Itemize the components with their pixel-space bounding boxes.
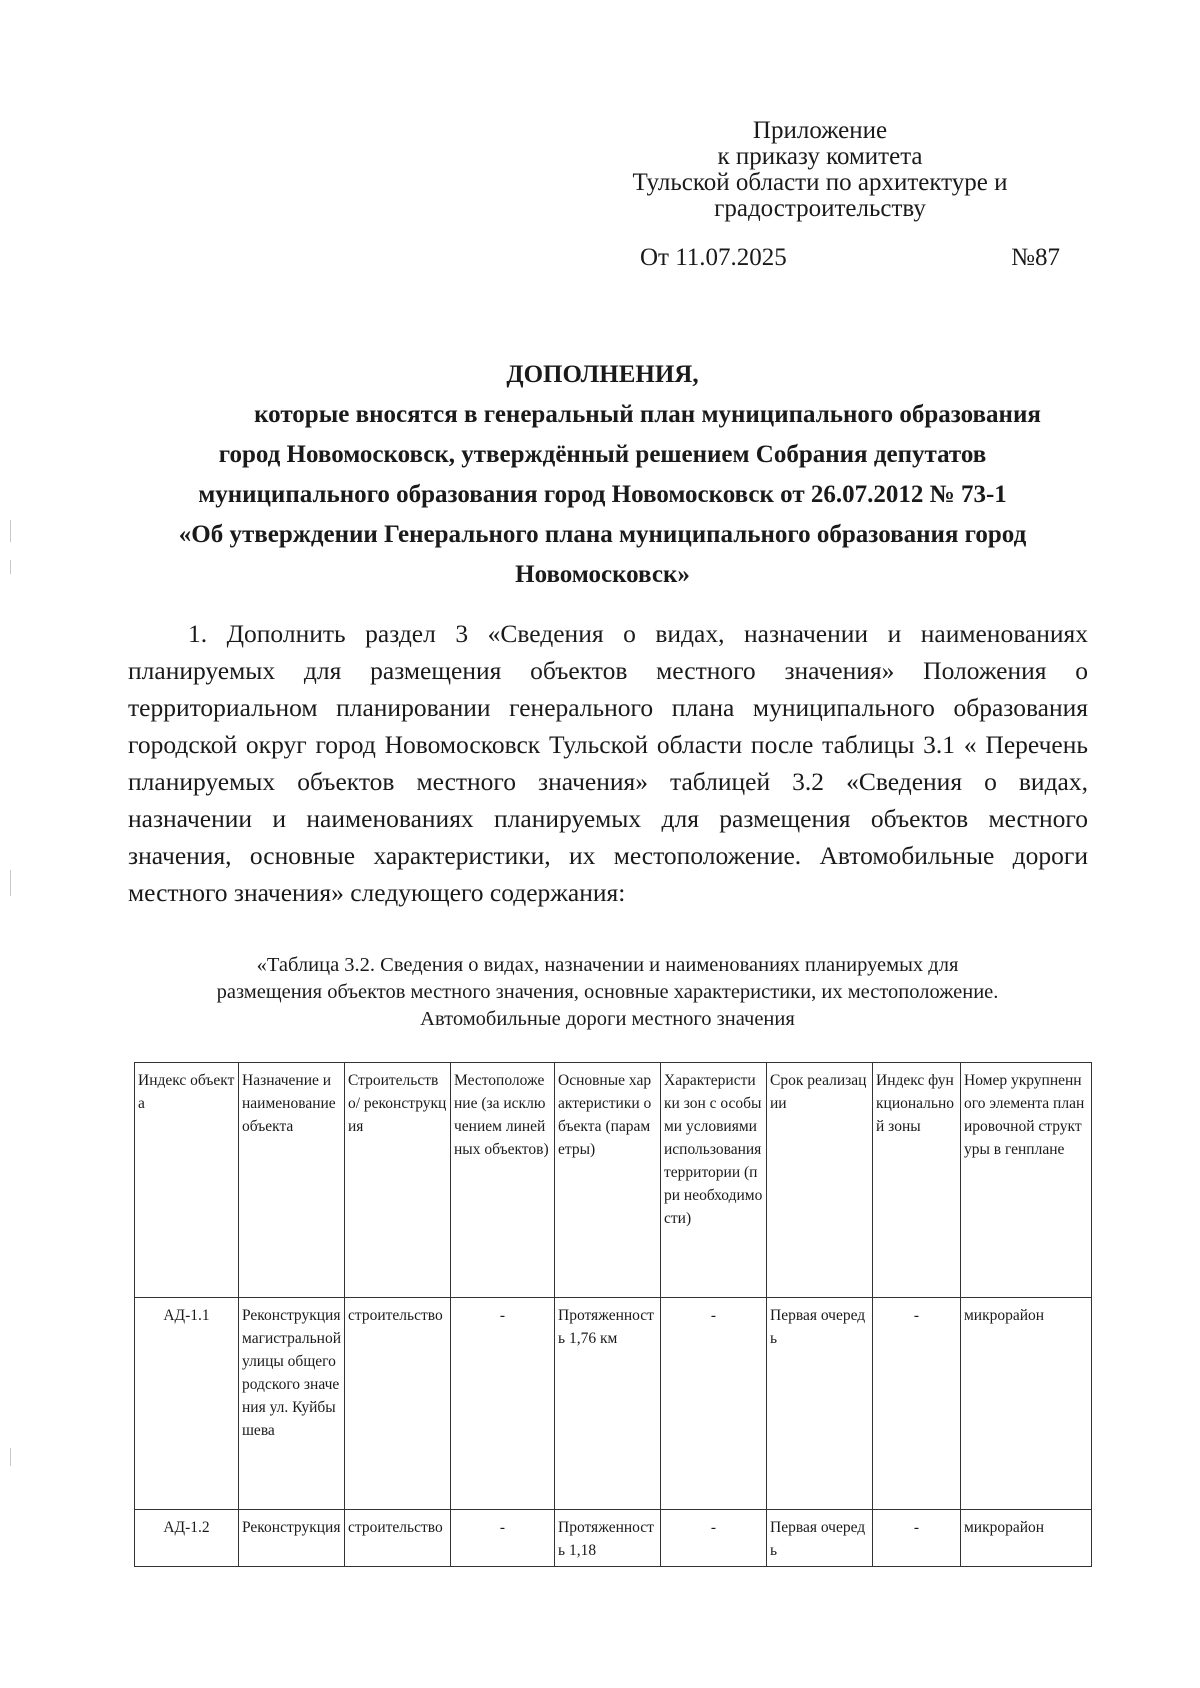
header-line: градостроительству [714,195,926,222]
table-cell: строительство [345,1510,451,1567]
table-cell: Первая очередь [767,1510,873,1567]
table-cell: - [661,1298,767,1510]
objects-table [134,1062,1092,1567]
order-date: От 11.07.2025 [640,244,787,271]
table-cell: - [451,1298,555,1510]
table-cell: - [873,1298,961,1510]
header-cell: Назначение и наименование объекта [239,1063,345,1298]
caption-line: «Таблица 3.2. Сведения о видах, назначении и наименованиях планируемых для [256,954,959,976]
table-cell: АД-1.2 [135,1510,239,1567]
approval-header [560,118,1080,222]
table-cell: АД-1.1 [135,1298,239,1510]
table-header-row [135,1063,1092,1298]
table-cell: - [661,1510,767,1567]
table-cell: Первая очередь [767,1298,873,1510]
title-line: муниципального образования город Новомосковск от 26.07.2012 № 73-1 [198,481,1007,508]
scan-mark [10,870,11,896]
order-number: №87 [1011,244,1060,271]
title-line: город Новомосковск, утверждённый решением Собрания депутатов [218,441,987,468]
header-cell: Индекс функциональной зоны [873,1063,961,1298]
table-cell: микрорайон [961,1298,1092,1510]
title-line: которые вносятся в генеральный план муниципального образования [254,401,1041,428]
table-cell: - [451,1510,555,1567]
document-title [110,355,1095,595]
table-caption [120,952,1095,1033]
order-date-line [640,244,1060,272]
scan-mark [10,560,11,574]
scan-mark [10,1448,11,1466]
header-cell: Индекс объекта [135,1063,239,1298]
header-line: к приказу комитета [717,143,923,170]
caption-line: размещения объектов местного значения, основные характеристики, их местоположение. [216,981,999,1003]
header-cell: Номер укрупненного элемента планировочной структуры в генплане [961,1063,1092,1298]
table-cell: строительство [345,1298,451,1510]
scan-mark [10,520,11,542]
body-text: 1. Дополнить раздел 3 «Сведения о видах, назначении и наименованиях планируемых для размещения объектов местного значения» Положения о территориальном планировании генерального плана муниципального образования городской округ город Новомосковск Тульской области после таблицы 3.1 « Перечень планируемых объектов местного значения» таблицей 3.2 «Сведения о видах, назначении и наименованиях планируемых для размещения объектов местного значения, основные характеристики, их местоположение. Автомобильные дороги местного значения» следующего содержания: [128,619,1088,907]
title-line: «Об утверждении Генерального плана муниципального образования город [178,521,1027,548]
caption-line: Автомобильные дороги местного значения [420,1008,795,1030]
header-cell: Строительство/ реконструкция [345,1063,451,1298]
table-cell: - [873,1510,961,1567]
table-cell: Реконструкция [239,1510,345,1567]
header-cell: Характеристики зон с особыми условиями использования территории (при необходимости) [661,1063,767,1298]
header-cell: Основные характеристики объекта (параметры) [555,1063,661,1298]
body-paragraph [128,615,1088,911]
table-row [135,1298,1092,1510]
header-line: Тульской области по архитектуре и [632,169,1008,196]
table-cell: микрорайон [961,1510,1092,1567]
header-cell: Местоположение (за исключением линейных объектов) [451,1063,555,1298]
header-line: Приложение [752,117,888,144]
table-cell: Протяженность 1,18 [555,1510,661,1567]
table-cell: Протяженность 1,76 км [555,1298,661,1510]
table-row [135,1510,1092,1567]
table-cell: Реконструкция магистральной улицы общегородского значения ул. Куйбышева [239,1298,345,1510]
title-line: ДОПОЛНЕНИЯ, [506,361,699,388]
title-line: Новомосковск» [515,561,690,588]
header-cell: Срок реализации [767,1063,873,1298]
